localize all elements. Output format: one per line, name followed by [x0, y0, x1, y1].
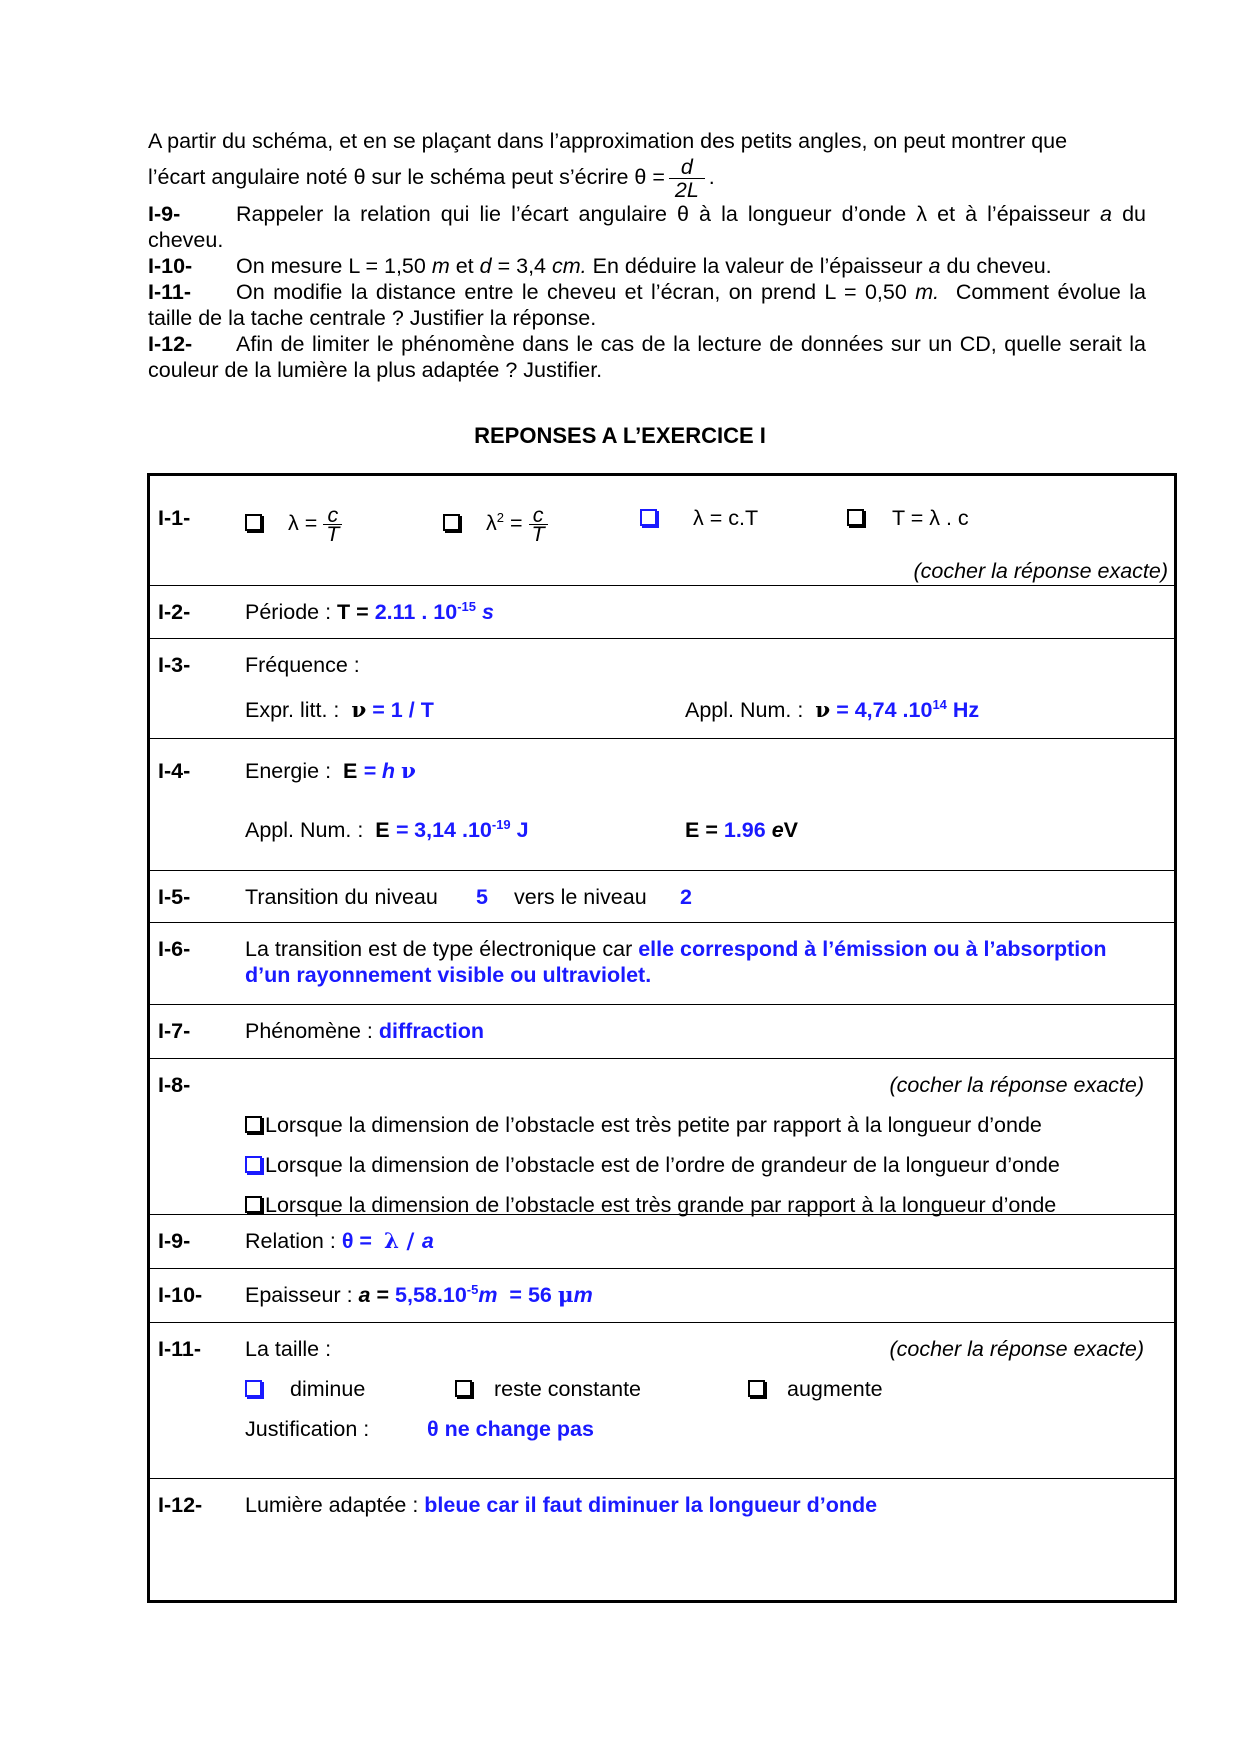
row-i7 [150, 1005, 1174, 1059]
variable-a: a [928, 254, 941, 278]
answer-label: Appl. Num. : [685, 698, 804, 722]
variable-nu: ν [815, 698, 831, 723]
row-label: I-1- [158, 506, 191, 530]
question-number: I-12- [148, 332, 193, 356]
row-i6 [150, 923, 1174, 1005]
row-i12 [150, 1479, 1174, 1600]
answer-value: = 56 [509, 1283, 552, 1307]
row-label: I-8- [158, 1073, 191, 1097]
answer-value: 1.96 [723, 818, 766, 842]
relation-answer [245, 1229, 434, 1254]
question-text: On modifie la distance entre le cheveu et l’écran, on prend L = 0,50 [236, 280, 907, 304]
phenomenon-answer [245, 1019, 484, 1044]
equals-sign: = [376, 1283, 390, 1307]
row-i11 [150, 1323, 1174, 1479]
answer-label: Phénomène : [245, 1019, 373, 1043]
option-small-obstacle[interactable] [245, 1113, 1042, 1138]
energy-ev [685, 818, 798, 843]
answer-value: 2.11 . 10 [374, 600, 458, 624]
option-text: λ = [287, 511, 318, 536]
question-i12 [148, 331, 1146, 383]
option-text: diminue [290, 1377, 366, 1401]
answer-label: Appl. Num. : [245, 818, 364, 842]
question-text: = 3,4 [497, 254, 547, 278]
question-text: En déduire la valeur de l’épaisseur [592, 254, 923, 278]
light-answer [245, 1493, 877, 1518]
unit-m: m [431, 254, 450, 278]
checkbox-icon[interactable] [245, 1196, 262, 1213]
question-number: I-10- [148, 254, 193, 278]
option-text: Lorsque la dimension de l’obstacle est très grande par rapport à la longueur d’onde [265, 1193, 1057, 1217]
option-text: T = λ . c [891, 506, 969, 530]
question-i10 [148, 253, 1146, 279]
answer-label: La transition est de type électronique car [245, 937, 633, 961]
question-i11 [148, 279, 1146, 331]
checkbox-icon[interactable] [847, 509, 864, 526]
unit: m [478, 1283, 498, 1307]
energy-expression [245, 759, 416, 784]
checkbox-icon[interactable] [748, 1380, 765, 1397]
answer-value: = 1 / T [372, 698, 434, 722]
checkbox-icon[interactable] [455, 1380, 472, 1397]
variable-E: E = [685, 818, 718, 842]
frequency-expression [245, 698, 434, 723]
row-i4 [150, 739, 1174, 871]
energy-numeric [245, 818, 529, 843]
size-title: La taille : [245, 1337, 332, 1361]
row-i8 [150, 1059, 1174, 1215]
exponent: 2 [496, 510, 504, 526]
answer-value: elle correspond à l’émission ou à l’absorption [638, 937, 1107, 961]
row-i5 [150, 871, 1174, 923]
answer-value: θ = [341, 1229, 372, 1253]
option-1[interactable] [245, 503, 342, 546]
row-label: I-12- [158, 1493, 203, 1517]
row-label: I-7- [158, 1019, 191, 1043]
exponent: -19 [491, 817, 511, 832]
frequency-numeric [685, 698, 979, 723]
variable-E: E [375, 818, 390, 842]
unit: Hz [952, 698, 980, 722]
checked-checkbox-icon[interactable] [640, 509, 657, 526]
answers-title: REPONSES A L’EXERCICE I [474, 423, 766, 448]
answer-label: Relation : [245, 1229, 336, 1253]
variable-a: a [1100, 202, 1112, 226]
question-text: On mesure L = 1,50 [236, 254, 426, 278]
answer-value: bleue car il faut diminuer la longueur d’onde [424, 1493, 878, 1517]
answer-value: λ / [383, 1229, 422, 1254]
answer-label: Epaisseur : [245, 1283, 353, 1307]
option-augmente[interactable] [748, 1377, 883, 1402]
checkbox-icon[interactable] [245, 514, 262, 531]
unit: m [573, 1283, 593, 1307]
option-same-order[interactable] [245, 1153, 1060, 1178]
answer-value-continued: d’un rayonnement visible ou ultraviolet. [245, 963, 652, 987]
option-text: Lorsque la dimension de l’obstacle est de l’ordre de grandeur de la longueur d’onde [265, 1153, 1060, 1177]
checkbox-icon[interactable] [443, 514, 460, 531]
variable-h: h [381, 759, 396, 783]
fraction-denominator: 2L [674, 178, 699, 202]
unit-prefix: μ [557, 1283, 574, 1308]
exponent: -15 [457, 599, 476, 614]
transition-type-answer [245, 937, 1107, 962]
question-text-end: du cheveu. [148, 202, 1146, 252]
fraction-numerator: c [529, 506, 548, 525]
answer-value: 3,14 .10 [414, 818, 492, 842]
answer-value: diffraction [378, 1019, 484, 1043]
row-i3 [150, 639, 1174, 739]
unit-cm: cm. [552, 254, 587, 278]
option-text: λ [485, 511, 497, 536]
option-text: augmente [787, 1377, 883, 1401]
row-label: I-11- [158, 1337, 202, 1361]
row-label: I-10- [158, 1283, 203, 1307]
variable-nu: ν [401, 759, 416, 784]
equals-sign: = [395, 818, 409, 842]
transition-text: Transition du niveau [245, 885, 438, 909]
unit: s [481, 600, 494, 624]
row-label: I-4- [158, 759, 191, 783]
answer-value: = 4,74 .10 [836, 698, 933, 722]
intro-line-1: A partir du schéma, et en se plaçant dans l’approximation des petits angles, on peut montrer que [148, 129, 1068, 153]
question-text: Afin de limiter le phénomène dans le cas de la lecture de données sur un CD, quelle serait la couleur de la lumière la plus adaptée ? Justifier. [148, 332, 1146, 382]
period-answer [245, 600, 494, 625]
level-to: 2 [680, 885, 692, 909]
question-text: Rappeler la relation qui lie l’écart angulaire θ à la longueur d’onde λ et à l’épaisseur [236, 202, 1090, 226]
question-i9 [148, 201, 1146, 253]
row-label: I-9- [158, 1229, 191, 1253]
equals-sign: = [363, 759, 376, 783]
instruction-note: (cocher la réponse exacte) [889, 1073, 1144, 1097]
thickness-answer [245, 1283, 593, 1308]
option-text: Lorsque la dimension de l’obstacle est très petite par rapport à la longueur d’onde [265, 1113, 1042, 1137]
instruction-note: (cocher la réponse exacte) [913, 559, 1168, 583]
fraction-denominator: T [326, 522, 340, 546]
unit: V [783, 818, 799, 842]
question-text: et [455, 254, 474, 278]
answers-table [147, 473, 1177, 1603]
justification-label: Justification : [245, 1417, 370, 1441]
unit-prefix: e [771, 818, 784, 842]
instruction-note: (cocher la réponse exacte) [889, 1337, 1144, 1361]
checked-checkbox-icon[interactable] [245, 1156, 262, 1173]
transition-text: vers le niveau [514, 885, 647, 909]
intro-line-2 [148, 156, 1146, 201]
answer-value: 5,58.10 [395, 1283, 467, 1307]
row-i1 [150, 476, 1174, 586]
variable-d: d [479, 254, 492, 278]
option-text: λ = c.T [692, 506, 759, 530]
question-number: I-11- [148, 280, 192, 304]
question-text-end: Comment évolue la taille de la tache centrale ? Justifier la réponse. [148, 280, 1146, 330]
exponent: -5 [466, 1282, 479, 1297]
fraction-numerator: c [323, 506, 342, 525]
row-label: I-2- [158, 600, 191, 624]
unit: J [516, 818, 529, 842]
checked-checkbox-icon[interactable] [245, 1380, 262, 1397]
answer-label: Période : [245, 600, 332, 624]
option-4[interactable] [847, 506, 969, 531]
fraction-numerator: d [669, 156, 705, 179]
intro-line-2-end: . [708, 165, 715, 190]
question-text-end: du cheveu. [946, 254, 1052, 278]
option-3[interactable] [640, 506, 758, 531]
row-i9 [150, 1215, 1174, 1269]
row-label: I-6- [158, 937, 191, 961]
row-label: I-3- [158, 653, 191, 677]
variable-a: a [358, 1283, 371, 1307]
justification-answer: θ ne change pas [427, 1417, 594, 1441]
row-i2 [150, 586, 1174, 639]
variable-E: E [343, 759, 358, 783]
row-i10 [150, 1269, 1174, 1323]
fraction-c-over-T [323, 503, 342, 546]
fraction-d-over-2L [669, 156, 705, 201]
question-number: I-9- [148, 202, 181, 226]
fraction-c-over-T [529, 503, 548, 546]
option-2[interactable] [443, 503, 548, 546]
exponent: 14 [932, 697, 947, 712]
equals-sign: = [509, 511, 523, 536]
variable-a: a [421, 1229, 434, 1253]
checkbox-icon[interactable] [245, 1116, 262, 1133]
option-reste-constante[interactable] [455, 1377, 641, 1402]
unit-m: m. [915, 280, 940, 304]
level-from: 5 [476, 885, 488, 909]
answer-label: Lumière adaptée : [245, 1493, 419, 1517]
option-diminue[interactable] [245, 1377, 365, 1402]
fraction-denominator: T [531, 522, 545, 546]
row-label: I-5- [158, 885, 191, 909]
variable-nu: ν [351, 698, 367, 723]
variable-T: T = [337, 600, 369, 624]
answer-label: Expr. litt. : [245, 698, 340, 722]
frequency-title: Fréquence : [245, 653, 360, 677]
intro-line-2-text: l’écart angulaire noté θ sur le schéma peut s’écrire θ = [148, 165, 665, 190]
option-text: reste constante [494, 1377, 642, 1401]
intro-text [148, 128, 1146, 383]
answer-label: Energie : [245, 759, 332, 783]
